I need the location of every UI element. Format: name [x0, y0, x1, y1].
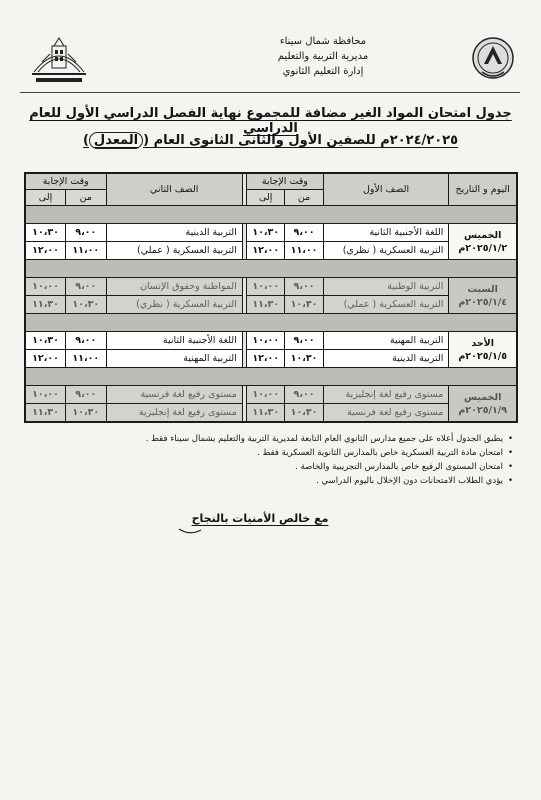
- time-from-cell: ١١،٠٠: [66, 242, 106, 260]
- col-grade1-time: وقت الإجابة: [247, 173, 324, 190]
- time-to-cell: ١١،٣٠: [25, 404, 66, 423]
- day-cell: الخميس ٢٠٢٥/١/٩م: [449, 386, 517, 423]
- time-from-cell: ١٠،٣٠: [285, 350, 323, 368]
- day-cell: الأحد ٢٠٢٥/١/٥م: [449, 332, 517, 368]
- subject-cell: التربية العسكرية ( نظري): [323, 242, 449, 260]
- subject-cell: مستوى رفيع لغة فرنسية: [323, 404, 449, 423]
- table-row: [25, 332, 517, 350]
- table-row: [25, 278, 517, 296]
- col-day-date: اليوم و التاريخ: [449, 173, 517, 206]
- time-to-cell: ١٢،٠٠: [247, 350, 285, 368]
- time-from-cell: ٩،٠٠: [66, 278, 106, 296]
- subject-cell: التربية العسكرية ( عملي): [323, 296, 449, 314]
- time-to-cell: ١٢،٠٠: [25, 350, 66, 368]
- time-to-cell: ١٠،٠٠: [247, 278, 285, 296]
- subject-cell: مستوى رفيع لغة فرنسية: [106, 386, 242, 404]
- subject-cell: التربية المهنية: [323, 332, 449, 350]
- table-row: [25, 350, 517, 368]
- col-grade1: الصف الأول: [323, 173, 449, 206]
- col-grade1-to: إلى: [247, 190, 285, 206]
- time-from-cell: ١٠،٣٠: [285, 404, 323, 423]
- table-row: [25, 386, 517, 404]
- subject-cell: التربية الدينية: [106, 224, 242, 242]
- time-to-cell: ١١،٣٠: [247, 296, 285, 314]
- table-row: [25, 296, 517, 314]
- time-to-cell: ١٠،٣٠: [247, 224, 285, 242]
- time-to-cell: ١١،٣٠: [247, 404, 285, 423]
- list-item: •امتحان المستوى الرفيع خاص بالمدارس التجريبية والخاصة .: [295, 462, 513, 472]
- subject-cell: التربية العسكرية ( عملي): [106, 242, 242, 260]
- time-from-cell: ١١،٠٠: [66, 350, 106, 368]
- time-to-cell: ١٠،٠٠: [247, 332, 285, 350]
- notes-list: [33, 432, 513, 488]
- subject-cell: التربية الوطنية: [323, 278, 449, 296]
- subject-cell: اللغة الأجنبية الثانية: [106, 332, 242, 350]
- time-to-cell: ١٢،٠٠: [247, 242, 285, 260]
- time-from-cell: ٩،٠٠: [66, 386, 106, 404]
- governorate-seal-icon: [470, 34, 516, 84]
- bullet-icon: •: [507, 434, 513, 444]
- time-from-cell: ١١،٠٠: [285, 242, 323, 260]
- time-to-cell: ١٠،٣٠: [25, 224, 66, 242]
- exam-schedule-table: [24, 172, 518, 427]
- time-from-cell: ٩،٠٠: [285, 386, 323, 404]
- subject-cell: التربية الدينية: [323, 350, 449, 368]
- directorate-emblem-icon: [28, 32, 90, 86]
- day-cell: الخميس ٢٠٢٥/١/٢م: [449, 224, 517, 260]
- bullet-icon: •: [507, 476, 513, 486]
- bullet-icon: •: [507, 448, 513, 458]
- table-row: [25, 224, 517, 242]
- time-to-cell: ١٠،٣٠: [25, 332, 66, 350]
- subject-cell: المواطنة وحقوق الإنسان: [106, 278, 242, 296]
- time-from-cell: ٩،٠٠: [285, 332, 323, 350]
- time-from-cell: ١٠،٣٠: [66, 296, 106, 314]
- col-grade2: الصف الثاني: [106, 173, 242, 206]
- letterhead: [20, 28, 520, 90]
- revised-stamp: المعدل: [89, 132, 143, 149]
- issuing-office: [238, 34, 408, 79]
- time-from-cell: ٩،٠٠: [66, 332, 106, 350]
- list-item: •يؤدي الطلاب الامتحانات دون الإخلال باليوم الدراسي .: [316, 476, 513, 486]
- table-row: [25, 404, 517, 423]
- time-to-cell: ١٠،٠٠: [25, 386, 66, 404]
- administration-name: إدارة التعليم الثانوي: [282, 66, 364, 77]
- bullet-icon: •: [507, 462, 513, 472]
- time-from-cell: ٩،٠٠: [285, 224, 323, 242]
- time-to-cell: ١٢،٠٠: [25, 242, 66, 260]
- time-from-cell: ١٠،٣٠: [66, 404, 106, 423]
- time-from-cell: ٩،٠٠: [285, 278, 323, 296]
- directorate-name: مديرية التربية والتعليم: [277, 51, 369, 62]
- list-item: •امتحان مادة التربية العسكرية خاص بالمدارس الثانوية العسكرية فقط .: [257, 448, 513, 458]
- col-grade1-from: من: [285, 190, 323, 206]
- governorate-name: محافظة شمال سيناء: [279, 36, 367, 47]
- letterhead-divider: [20, 92, 520, 93]
- subject-cell: اللغة الأجنبية الثانية: [323, 224, 449, 242]
- document-title: جدول امتحان المواد الغير مضافة للمجموع نهاية الفصل الدراسي الأول للعام الدراسي: [29, 106, 512, 136]
- time-from-cell: ٩،٠٠: [66, 224, 106, 242]
- col-grade2-from: من: [66, 190, 106, 206]
- list-item: •يطبق الجدول أعلاه على جميع مدارس الثانوي العام التابعة لمديرية التربية والتعليم بشمال سيناء فقط .: [145, 434, 513, 444]
- time-from-cell: ١٠،٣٠: [285, 296, 323, 314]
- subject-cell: مستوى رفيع لغة إنجليزية: [106, 404, 242, 423]
- time-to-cell: ١٠،٠٠: [247, 386, 285, 404]
- time-to-cell: ١٠،٠٠: [25, 278, 66, 296]
- col-grade2-time: وقت الإجابة: [25, 173, 106, 190]
- document-subtitle: ٢٠٢٤/٢٠٢٥م للصفين الأول والثانى الثانوى العام (المعدل): [82, 133, 459, 148]
- underline-flourish-icon: [178, 527, 202, 535]
- subject-cell: التربية العسكرية ( نظري): [106, 296, 242, 314]
- subject-cell: التربية المهنية: [106, 350, 242, 368]
- table-row: [25, 242, 517, 260]
- time-to-cell: ١١،٣٠: [25, 296, 66, 314]
- day-cell: السبت ٢٠٢٥/١/٤م: [449, 278, 517, 314]
- closing-wishes: مع خالص الأمنيات بالنجاح: [191, 512, 329, 525]
- subject-cell: مستوى رفيع لغة إنجليزية: [323, 386, 449, 404]
- col-grade2-to: إلى: [25, 190, 66, 206]
